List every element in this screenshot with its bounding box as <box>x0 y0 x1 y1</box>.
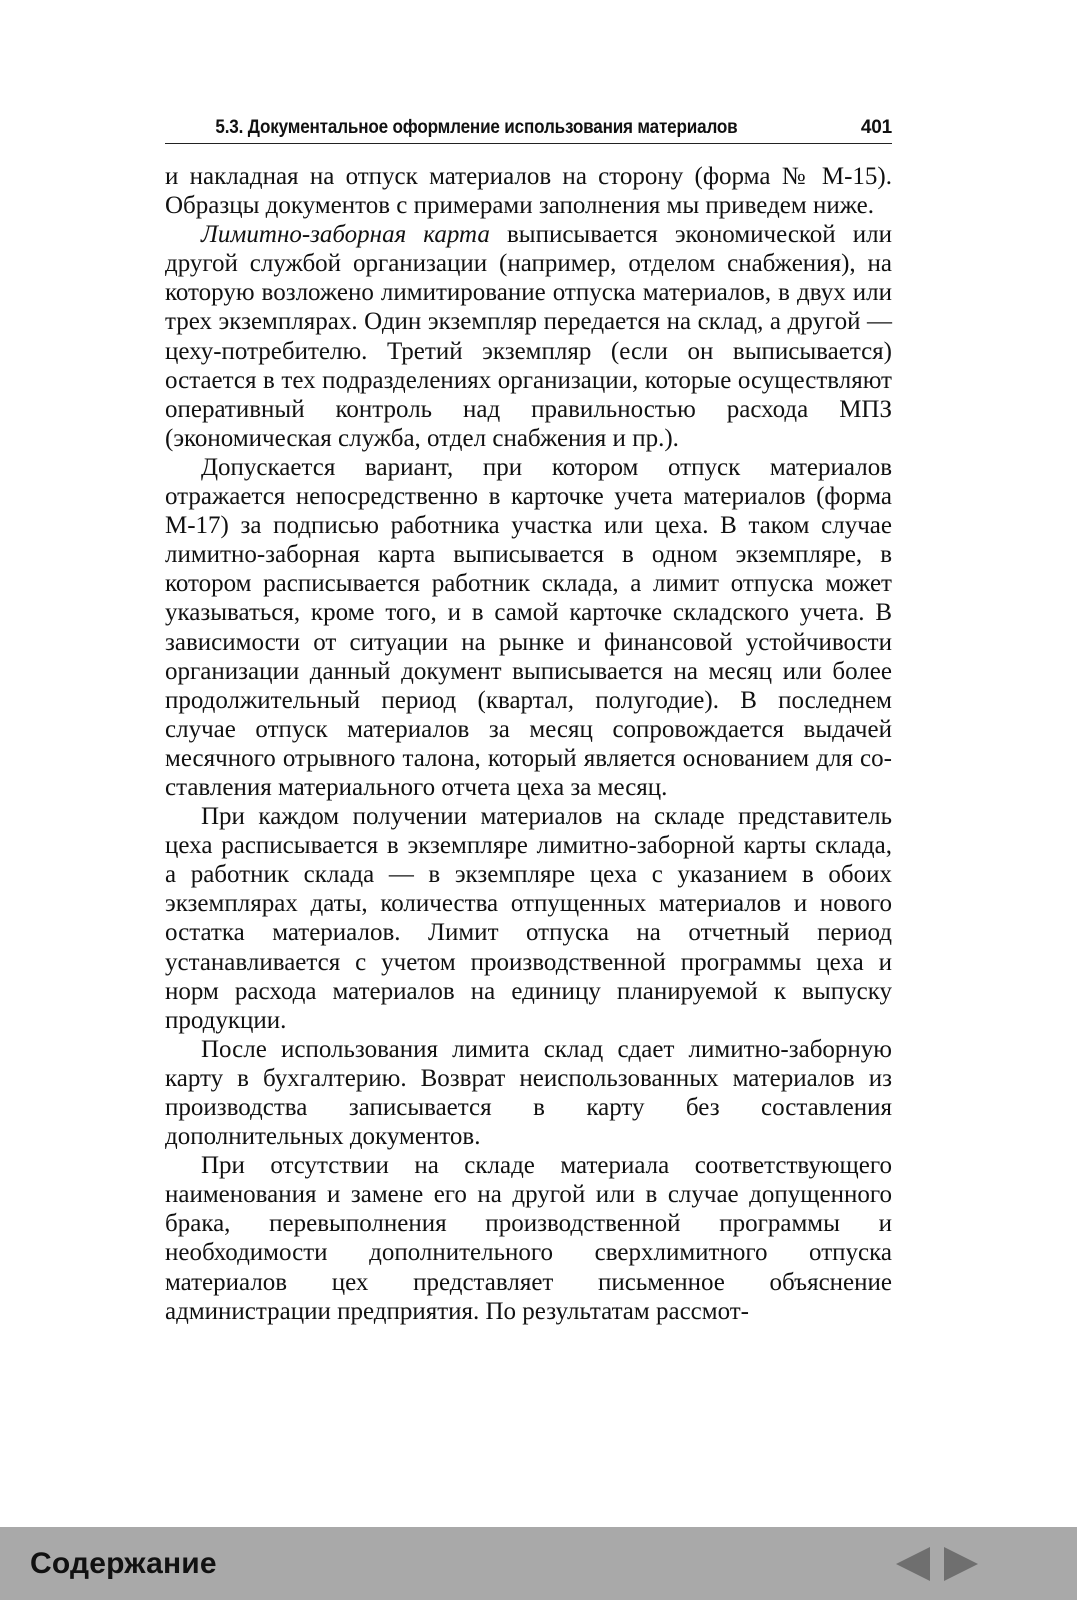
body-text <box>165 162 892 1326</box>
arrow-left-icon[interactable] <box>893 1544 933 1584</box>
paragraph: и накладная на отпуск материалов на сторону (форма № М-15). Образцы документов с примерами заполнения мы приведем ниже. <box>165 163 892 220</box>
running-header <box>165 112 892 144</box>
paragraph <box>165 220 892 453</box>
contents-link[interactable]: Содержание <box>30 1546 217 1580</box>
navigation-bar <box>0 1527 1077 1600</box>
paragraph: После использования лимита склад сдает лимитно-заборную карту в бухгалтерию. Возврат неиспользованных материалов из производства записывается в карту без составления дополнительных документов. <box>165 1035 892 1151</box>
arrow-right-icon[interactable] <box>941 1544 981 1584</box>
paragraph: При отсутствии на складе материала соответствующего наименования и замене его на другой или в случае допущенного брака, перевыполнения производственной программы и необходимости дополнительного сверхлимитного отпуска материалов цех представляет письменное объяснение администрации предприятия. По результатам рассмот- <box>165 1152 892 1325</box>
page-arrows <box>893 1544 981 1584</box>
italic-term: Лимитно-заборная карта <box>201 221 490 249</box>
paragraph-text: выписывается экономической или другой службой организации (например, отделом снабжения), на которую возложено лимитирование отпуска материалов, в двух или трех экземплярах. Один экземпляр передается на склад, а другой — цеху-потребителю. Третий экземпляр (если он выписывается) остается в тех подразделениях организации, которые осуществляют оперативный контроль над правильностью расхода МПЗ (экономическая служба, отдел снабжения и пр.). <box>165 221 892 452</box>
page-number: 401 <box>860 117 892 138</box>
paragraph: Допускается вариант, при котором отпуск материалов отражается непосредственно в карточке учета материалов (форма М-17) за подписью работника участка или цеха. В таком случае лимитно-заборная карта выписывается в одном экземпляре, в котором расписывается работник склада, а лимит отпуска может указываться, кроме того, и в самой карточке складского учета. В зависимости от ситуации на рынке и финансовой устойчивости организации данный документ выписывается на месяц или более продолжительный период (квартал, полугодие). В последнем случае отпуск материалов за месяц сопровождается выдачей месячного отрывного талона, который является основанием для составления материального отчета цеха за месяц. <box>165 453 892 801</box>
paragraph: При каждом получении материалов на складе представитель цеха расписывается в экземпляре лимитно-заборной карты склада, а работник склада — в экземпляре цеха с указанием в обоих экземплярах даты, количества отпущенных материалов и нового остатка материалов. Лимит отпуска на отчетный период устанавливается с учетом производственной программы цеха и норм расхода материалов на единицу планируемой к выпуску продукции. <box>165 803 892 1034</box>
section-title: 5.3. Документальное оформление использования материалов <box>215 117 738 138</box>
